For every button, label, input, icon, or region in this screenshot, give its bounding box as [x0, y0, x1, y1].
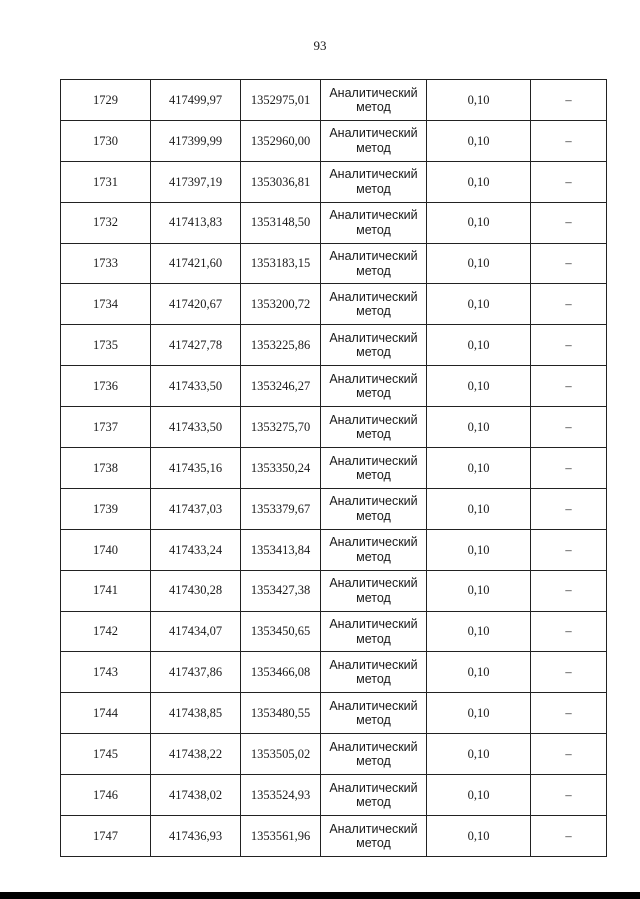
point-number-cell: 1730 [61, 120, 151, 161]
accuracy-cell: 0,10 [427, 161, 531, 202]
point-number-cell: 1735 [61, 325, 151, 366]
point-number-cell: 1746 [61, 775, 151, 816]
table-row [61, 80, 607, 121]
y-coordinate-cell: 1352960,00 [241, 120, 321, 161]
y-coordinate-cell: 1353379,67 [241, 488, 321, 529]
y-coordinate-cell: 1353505,02 [241, 734, 321, 775]
table-row [61, 529, 607, 570]
method-cell: Аналитический метод [321, 734, 427, 775]
x-coordinate-cell: 417499,97 [151, 80, 241, 121]
x-coordinate-cell: 417430,28 [151, 570, 241, 611]
accuracy-cell: 0,10 [427, 243, 531, 284]
y-coordinate-cell: 1353036,81 [241, 161, 321, 202]
x-coordinate-cell: 417438,22 [151, 734, 241, 775]
accuracy-cell: 0,10 [427, 775, 531, 816]
y-coordinate-cell: 1353148,50 [241, 202, 321, 243]
point-number-cell: 1743 [61, 652, 151, 693]
method-cell: Аналитический метод [321, 570, 427, 611]
accuracy-cell: 0,10 [427, 611, 531, 652]
y-coordinate-cell: 1353183,15 [241, 243, 321, 284]
x-coordinate-cell: 417420,67 [151, 284, 241, 325]
table-row [61, 488, 607, 529]
accuracy-cell: 0,10 [427, 570, 531, 611]
table-row [61, 325, 607, 366]
point-number-cell: 1741 [61, 570, 151, 611]
point-number-cell: 1745 [61, 734, 151, 775]
accuracy-cell: 0,10 [427, 366, 531, 407]
table-row [61, 652, 607, 693]
method-cell: Аналитический метод [321, 80, 427, 121]
accuracy-cell: 0,10 [427, 734, 531, 775]
x-coordinate-cell: 417433,24 [151, 529, 241, 570]
point-number-cell: 1742 [61, 611, 151, 652]
accuracy-cell: 0,10 [427, 693, 531, 734]
y-coordinate-cell: 1353524,93 [241, 775, 321, 816]
y-coordinate-cell: 1352975,01 [241, 80, 321, 121]
note-cell: – [531, 243, 607, 284]
table-row [61, 816, 607, 857]
method-cell: Аналитический метод [321, 529, 427, 570]
point-number-cell: 1732 [61, 202, 151, 243]
note-cell: – [531, 734, 607, 775]
x-coordinate-cell: 417437,03 [151, 488, 241, 529]
note-cell: – [531, 693, 607, 734]
x-coordinate-cell: 417413,83 [151, 202, 241, 243]
method-cell: Аналитический метод [321, 120, 427, 161]
table-row [61, 448, 607, 489]
y-coordinate-cell: 1353200,72 [241, 284, 321, 325]
note-cell: – [531, 611, 607, 652]
x-coordinate-cell: 417438,85 [151, 693, 241, 734]
y-coordinate-cell: 1353480,55 [241, 693, 321, 734]
point-number-cell: 1744 [61, 693, 151, 734]
point-number-cell: 1739 [61, 488, 151, 529]
accuracy-cell: 0,10 [427, 80, 531, 121]
method-cell: Аналитический метод [321, 284, 427, 325]
point-number-cell: 1747 [61, 816, 151, 857]
method-cell: Аналитический метод [321, 652, 427, 693]
x-coordinate-cell: 417433,50 [151, 366, 241, 407]
method-cell: Аналитический метод [321, 243, 427, 284]
x-coordinate-cell: 417437,86 [151, 652, 241, 693]
y-coordinate-cell: 1353413,84 [241, 529, 321, 570]
table-row [61, 734, 607, 775]
method-cell: Аналитический метод [321, 693, 427, 734]
accuracy-cell: 0,10 [427, 120, 531, 161]
x-coordinate-cell: 417435,16 [151, 448, 241, 489]
method-cell: Аналитический метод [321, 161, 427, 202]
accuracy-cell: 0,10 [427, 284, 531, 325]
x-coordinate-cell: 417399,99 [151, 120, 241, 161]
accuracy-cell: 0,10 [427, 652, 531, 693]
table-body [61, 80, 607, 857]
note-cell: – [531, 202, 607, 243]
table-row [61, 407, 607, 448]
x-coordinate-cell: 417434,07 [151, 611, 241, 652]
accuracy-cell: 0,10 [427, 407, 531, 448]
y-coordinate-cell: 1353275,70 [241, 407, 321, 448]
x-coordinate-cell: 417397,19 [151, 161, 241, 202]
point-number-cell: 1736 [61, 366, 151, 407]
table-row [61, 161, 607, 202]
point-number-cell: 1740 [61, 529, 151, 570]
x-coordinate-cell: 417438,02 [151, 775, 241, 816]
method-cell: Аналитический метод [321, 448, 427, 489]
point-number-cell: 1738 [61, 448, 151, 489]
note-cell: – [531, 448, 607, 489]
point-number-cell: 1729 [61, 80, 151, 121]
accuracy-cell: 0,10 [427, 816, 531, 857]
table-row [61, 570, 607, 611]
accuracy-cell: 0,10 [427, 325, 531, 366]
method-cell: Аналитический метод [321, 407, 427, 448]
note-cell: – [531, 816, 607, 857]
method-cell: Аналитический метод [321, 488, 427, 529]
accuracy-cell: 0,10 [427, 529, 531, 570]
method-cell: Аналитический метод [321, 202, 427, 243]
accuracy-cell: 0,10 [427, 488, 531, 529]
method-cell: Аналитический метод [321, 611, 427, 652]
x-coordinate-cell: 417433,50 [151, 407, 241, 448]
accuracy-cell: 0,10 [427, 448, 531, 489]
note-cell: – [531, 120, 607, 161]
note-cell: – [531, 325, 607, 366]
table-row [61, 120, 607, 161]
method-cell: Аналитический метод [321, 816, 427, 857]
accuracy-cell: 0,10 [427, 202, 531, 243]
y-coordinate-cell: 1353450,65 [241, 611, 321, 652]
y-coordinate-cell: 1353427,38 [241, 570, 321, 611]
x-coordinate-cell: 417421,60 [151, 243, 241, 284]
note-cell: – [531, 775, 607, 816]
note-cell: – [531, 529, 607, 570]
table-row [61, 243, 607, 284]
note-cell: – [531, 570, 607, 611]
method-cell: Аналитический метод [321, 325, 427, 366]
x-coordinate-cell: 417436,93 [151, 816, 241, 857]
method-cell: Аналитический метод [321, 775, 427, 816]
scan-edge [0, 892, 640, 899]
y-coordinate-cell: 1353225,86 [241, 325, 321, 366]
method-cell: Аналитический метод [321, 366, 427, 407]
table-row [61, 611, 607, 652]
y-coordinate-cell: 1353246,27 [241, 366, 321, 407]
point-number-cell: 1737 [61, 407, 151, 448]
coordinates-table [60, 79, 607, 857]
note-cell: – [531, 652, 607, 693]
table-row [61, 366, 607, 407]
note-cell: – [531, 488, 607, 529]
y-coordinate-cell: 1353350,24 [241, 448, 321, 489]
note-cell: – [531, 366, 607, 407]
point-number-cell: 1734 [61, 284, 151, 325]
table-row [61, 693, 607, 734]
point-number-cell: 1733 [61, 243, 151, 284]
note-cell: – [531, 407, 607, 448]
note-cell: – [531, 80, 607, 121]
table-row [61, 775, 607, 816]
note-cell: – [531, 161, 607, 202]
point-number-cell: 1731 [61, 161, 151, 202]
y-coordinate-cell: 1353561,96 [241, 816, 321, 857]
table-row [61, 284, 607, 325]
x-coordinate-cell: 417427,78 [151, 325, 241, 366]
table-row [61, 202, 607, 243]
y-coordinate-cell: 1353466,08 [241, 652, 321, 693]
note-cell: – [531, 284, 607, 325]
page-number: 93 [313, 38, 327, 53]
